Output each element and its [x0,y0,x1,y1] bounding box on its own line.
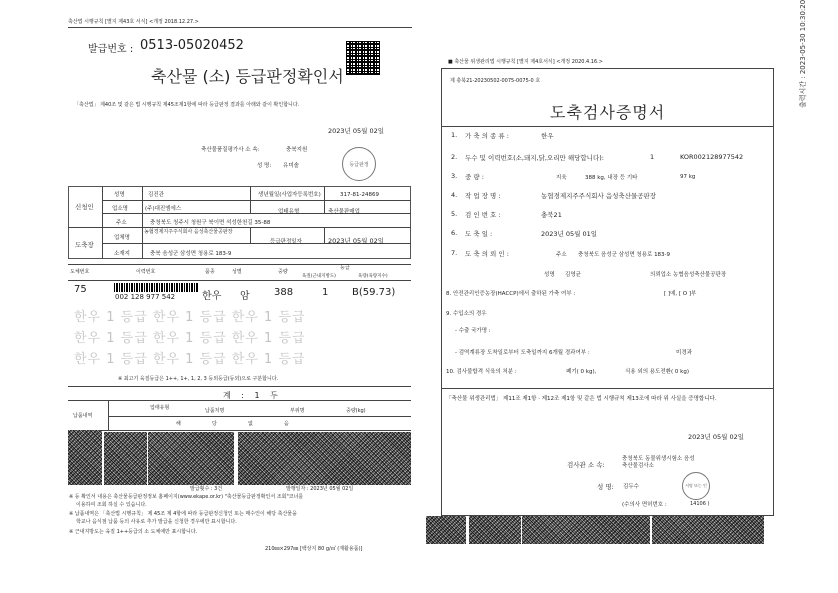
slaughter-location-label: 소재지 [114,251,130,257]
grader-seal: 등급판정 [342,147,376,181]
item-number: 1. [451,131,458,139]
weight-label: 중 량 : [465,173,484,181]
footnote: ※ 등 확인서 내용은 축산물등급판정정보 홈페이지(www.ekape.or.kr) "축산물등급판정확인서 조회"코너를 [69,494,304,500]
scanned-image-2 [104,432,147,485]
conversion-value: 식용 외의 용도전환( 0 kg) [625,369,689,375]
haccp-value: [ ]예, [ O ]부 [664,291,697,297]
export-country-label: - 수출 국가명 : [455,328,491,334]
delivery-label: 납품내역 [73,413,93,419]
grader-name: 유미솔 [283,163,299,169]
delivery-header-biztype: 업태유형 [150,405,170,411]
print-timestamp-text: 출력시간 : 2023-05-30 10:30:20 [799,0,807,108]
cert-number: 제 충북21-20230502-0075-0075-0 호 [450,78,541,84]
applicant-birth-label: 생년월일(사업자등록번호) [258,192,321,198]
item-number: 4. [451,191,458,199]
applicant-company: (주)대진엠에스 [145,206,182,212]
footnote: 이용하여 조회 하실 수 있습니다. [76,502,147,508]
item-number: 5. [451,210,458,218]
quality-grade: 1 [322,287,329,298]
scanned-image-7 [522,516,650,544]
requester-name: 김영균 [565,272,581,278]
col-header-trace: 이력번호 [136,269,156,275]
footnote: 학교나 음식점 납품 등의 사유로 추가 발급을 신청한 경우에만 표시합니다. [76,519,237,525]
rejected-label: 10. 검사불합격 식육의 처분 : [446,369,517,375]
inspector-org: 충청북도 동물위생시험소 음성축산물검사소 [622,456,695,469]
inspector-seal: 서명 또는 인 [682,472,710,500]
requester-name-label: 성명 [544,272,555,278]
left-form-reference: 축산법 시행규칙 [별지 제43호 서식] <개정 2018.12.27.> [68,19,199,25]
quarantine-value: 미경과 [676,350,692,356]
slaughter-location: 충북 음성군 삼성면 청용로 183-9 [150,251,232,257]
watermark-row: 한우 1 등급 한우 1 등급 한우 1 등급 [74,310,306,325]
grader-org-label: 축산물품질평가사 소 속: [201,147,260,153]
issue-date: 발행일자 : 2023년 05월 02일 [286,486,354,492]
grading-date-label: 등급판정일자 [270,239,302,245]
scanned-image-1 [68,430,102,485]
count-trace-label: 두수 및 이력번호(소,돼지,닭,오리만 해당합니다): [465,154,604,162]
license-label: (수의사 면허번호 : [622,502,667,508]
requester-address-label: 주소 [556,252,567,258]
disposal-value: 폐기( 0 kg), [566,369,597,375]
right-form-reference: ■ 축산물 위생관리법 시행규칙 [별지 제4호서식] <개정 2020.4.16.> [448,59,603,65]
footnote: ※ 납품내역은 「축산법 시행규칙」 제 45조 제 4항에 따라 등급판정신청인 또는 매수인이 해당 축산물을 [69,511,297,517]
workplace-value: 농협경제지주주식회사 음성축산물공판장 [541,192,657,200]
col-header-carcass: 도체번호 [70,269,90,275]
paper-size: 210㎜×297㎜ [백상지 80 g/㎡ (재활용품)] [265,546,363,552]
scanned-image-6 [469,516,521,544]
total-heads: 계 : 1 두 [223,391,282,400]
scanned-image-4 [238,432,411,485]
delivery-header-weight: 중량(kg) [346,408,366,414]
item-number: 7. [451,249,458,257]
carcass-weight-label: 지육 [556,175,567,181]
watermark-row: 한우 1 등급 한우 1 등급 한우 1 등급 [74,331,306,346]
right-date: 2023년 05월 02일 [688,433,745,441]
item-number: 3. [451,172,458,180]
workplace-label: 작 업 장 명 : [465,192,501,200]
grader-org: 충북지원 [286,147,308,153]
delivery-header-part: 부위명 [290,408,305,414]
applicant-address-label: 주소 [116,220,127,226]
trace-barcode [114,283,198,292]
breed-value: 한우 [202,291,222,302]
issue-number: 0513-05020452 [140,38,244,53]
slaughter-date-label: 도 축 일 : [465,230,493,238]
inspector-name: 김두수 [623,484,639,490]
inspector-org-label: 검사관 소 속: [567,461,605,469]
applicant-name-label: 성명 [114,192,125,198]
delivery-header-buyer: 납품처명 [205,408,225,414]
import-label: 9. 수입소의 경우 [446,311,487,317]
left-intro: 「축산법」 제40조 및 같은 법 시행규칙 제45조제1항에 따라 등급판정 결과를 아래와 같이 확인합니다. [74,102,300,108]
issue-label: 발급번호 : [88,44,134,55]
applicant-address: 충청북도 청주시 청원구 북이면 석성한천길 35-88 [150,220,271,226]
offal-weight: 97 kg [680,174,696,180]
scanned-image-3 [148,432,234,485]
item-number: 6. [451,229,458,237]
applicant-name: 김진관 [148,192,164,198]
issue-count: 발급횟수 : 3건 [190,486,223,492]
haccp-label: 8. 안전관리인증농장(HACCP)에서 출하된 가축 여부 : [446,291,576,297]
trace-id: KOR002128977542 [680,153,744,161]
left-title: 축산물 (소) 등급판정확인서 [151,67,344,86]
quarantine-label: - 검역계류장 도착일로부터 도축일까지 6개월 경과여부 : [455,350,590,356]
delivery-value: 당 [212,421,217,427]
species-value: 한우 [541,132,554,140]
head-count: 1 [650,153,655,161]
scanned-image-8 [652,516,764,544]
slaughter-date: 2023년 05월 01일 [541,230,598,238]
carcass-weight: 388 kg, 내장 등 기타 [585,175,638,181]
grade-note: ※ 최고기 육질등급은 1++, 1+, 1, 2, 3 등외등급(등외)으로 구분합니다. [118,376,279,382]
carcass-number: 75 [74,284,87,295]
delivery-value: 음 [284,421,289,427]
requester-company: 의뢰업소 농협음성축산물공판장 [650,272,727,278]
sex-value: 암 [240,291,250,302]
yield-grade: B(59.73) [352,287,396,298]
requester-label: 도 축 의 뢰 인 : [465,250,509,258]
col-header-weight: 중량 [278,269,288,275]
delivery-value: 해 [176,421,181,427]
applicant-biztype: 축산물판매업 [328,209,360,215]
col-header-sex: 성별 [232,269,242,275]
requester-address: 충청북도 음성군 삼성면 청용로 183-9 [578,252,671,258]
print-timestamp [798,0,808,108]
slaughter-name: 농협경제지주주식회사 음성축산물공판장 [144,229,233,235]
species-label: 가 축 의 종 류 : [465,132,509,140]
applicant-group-label: 신청인 [75,203,94,211]
col-header-quality: 육질(근내지방도) [302,274,336,279]
inspection-no-label: 검 인 번 호 : [465,211,501,219]
qr-code [346,41,380,75]
scanned-image-5 [426,516,466,544]
right-title: 도축검사증명서 [550,103,666,122]
delivery-value: 없 [248,421,253,427]
applicant-company-label: 업소명 [112,206,128,212]
inspector-name-label: 성 명: [597,483,614,491]
grader-name-label: 성 명: [257,163,272,169]
weight-value: 388 [274,287,294,298]
footnote: ※ 근내지방도는 육질 1++등급의 소 도체에만 표시합니다. [69,529,198,535]
certification-statement: 「축산물 위생관리법」 제11조 제1항 · 제12조 제1항 및 같은 법 시행규칙 제13조에 따라 위 사실을 증명합니다. [446,396,717,402]
applicant-birth: 317-81-24869 [340,192,379,198]
license-number: 14106 ) [690,501,710,507]
col-header-grade: 등급 [340,265,350,271]
col-header-yield: 육량(육량지수) [358,274,388,279]
inspection-no: 충북21 [541,211,562,219]
slaughter-name-label: 업체명 [114,235,130,241]
applicant-biztype-label: 업태유형 [278,209,300,215]
slaughter-group-label: 도축장 [75,241,94,249]
col-header-breed: 품종 [205,269,215,275]
item-number: 2. [451,153,458,161]
grading-date: 2023년 05월 02일 [328,237,385,245]
trace-number: 002 128 977 542 [115,293,176,301]
watermark-row: 한우 1 등급 한우 1 등급 한우 1 등급 [74,352,306,367]
left-date: 2023년 05월 02일 [328,127,385,135]
